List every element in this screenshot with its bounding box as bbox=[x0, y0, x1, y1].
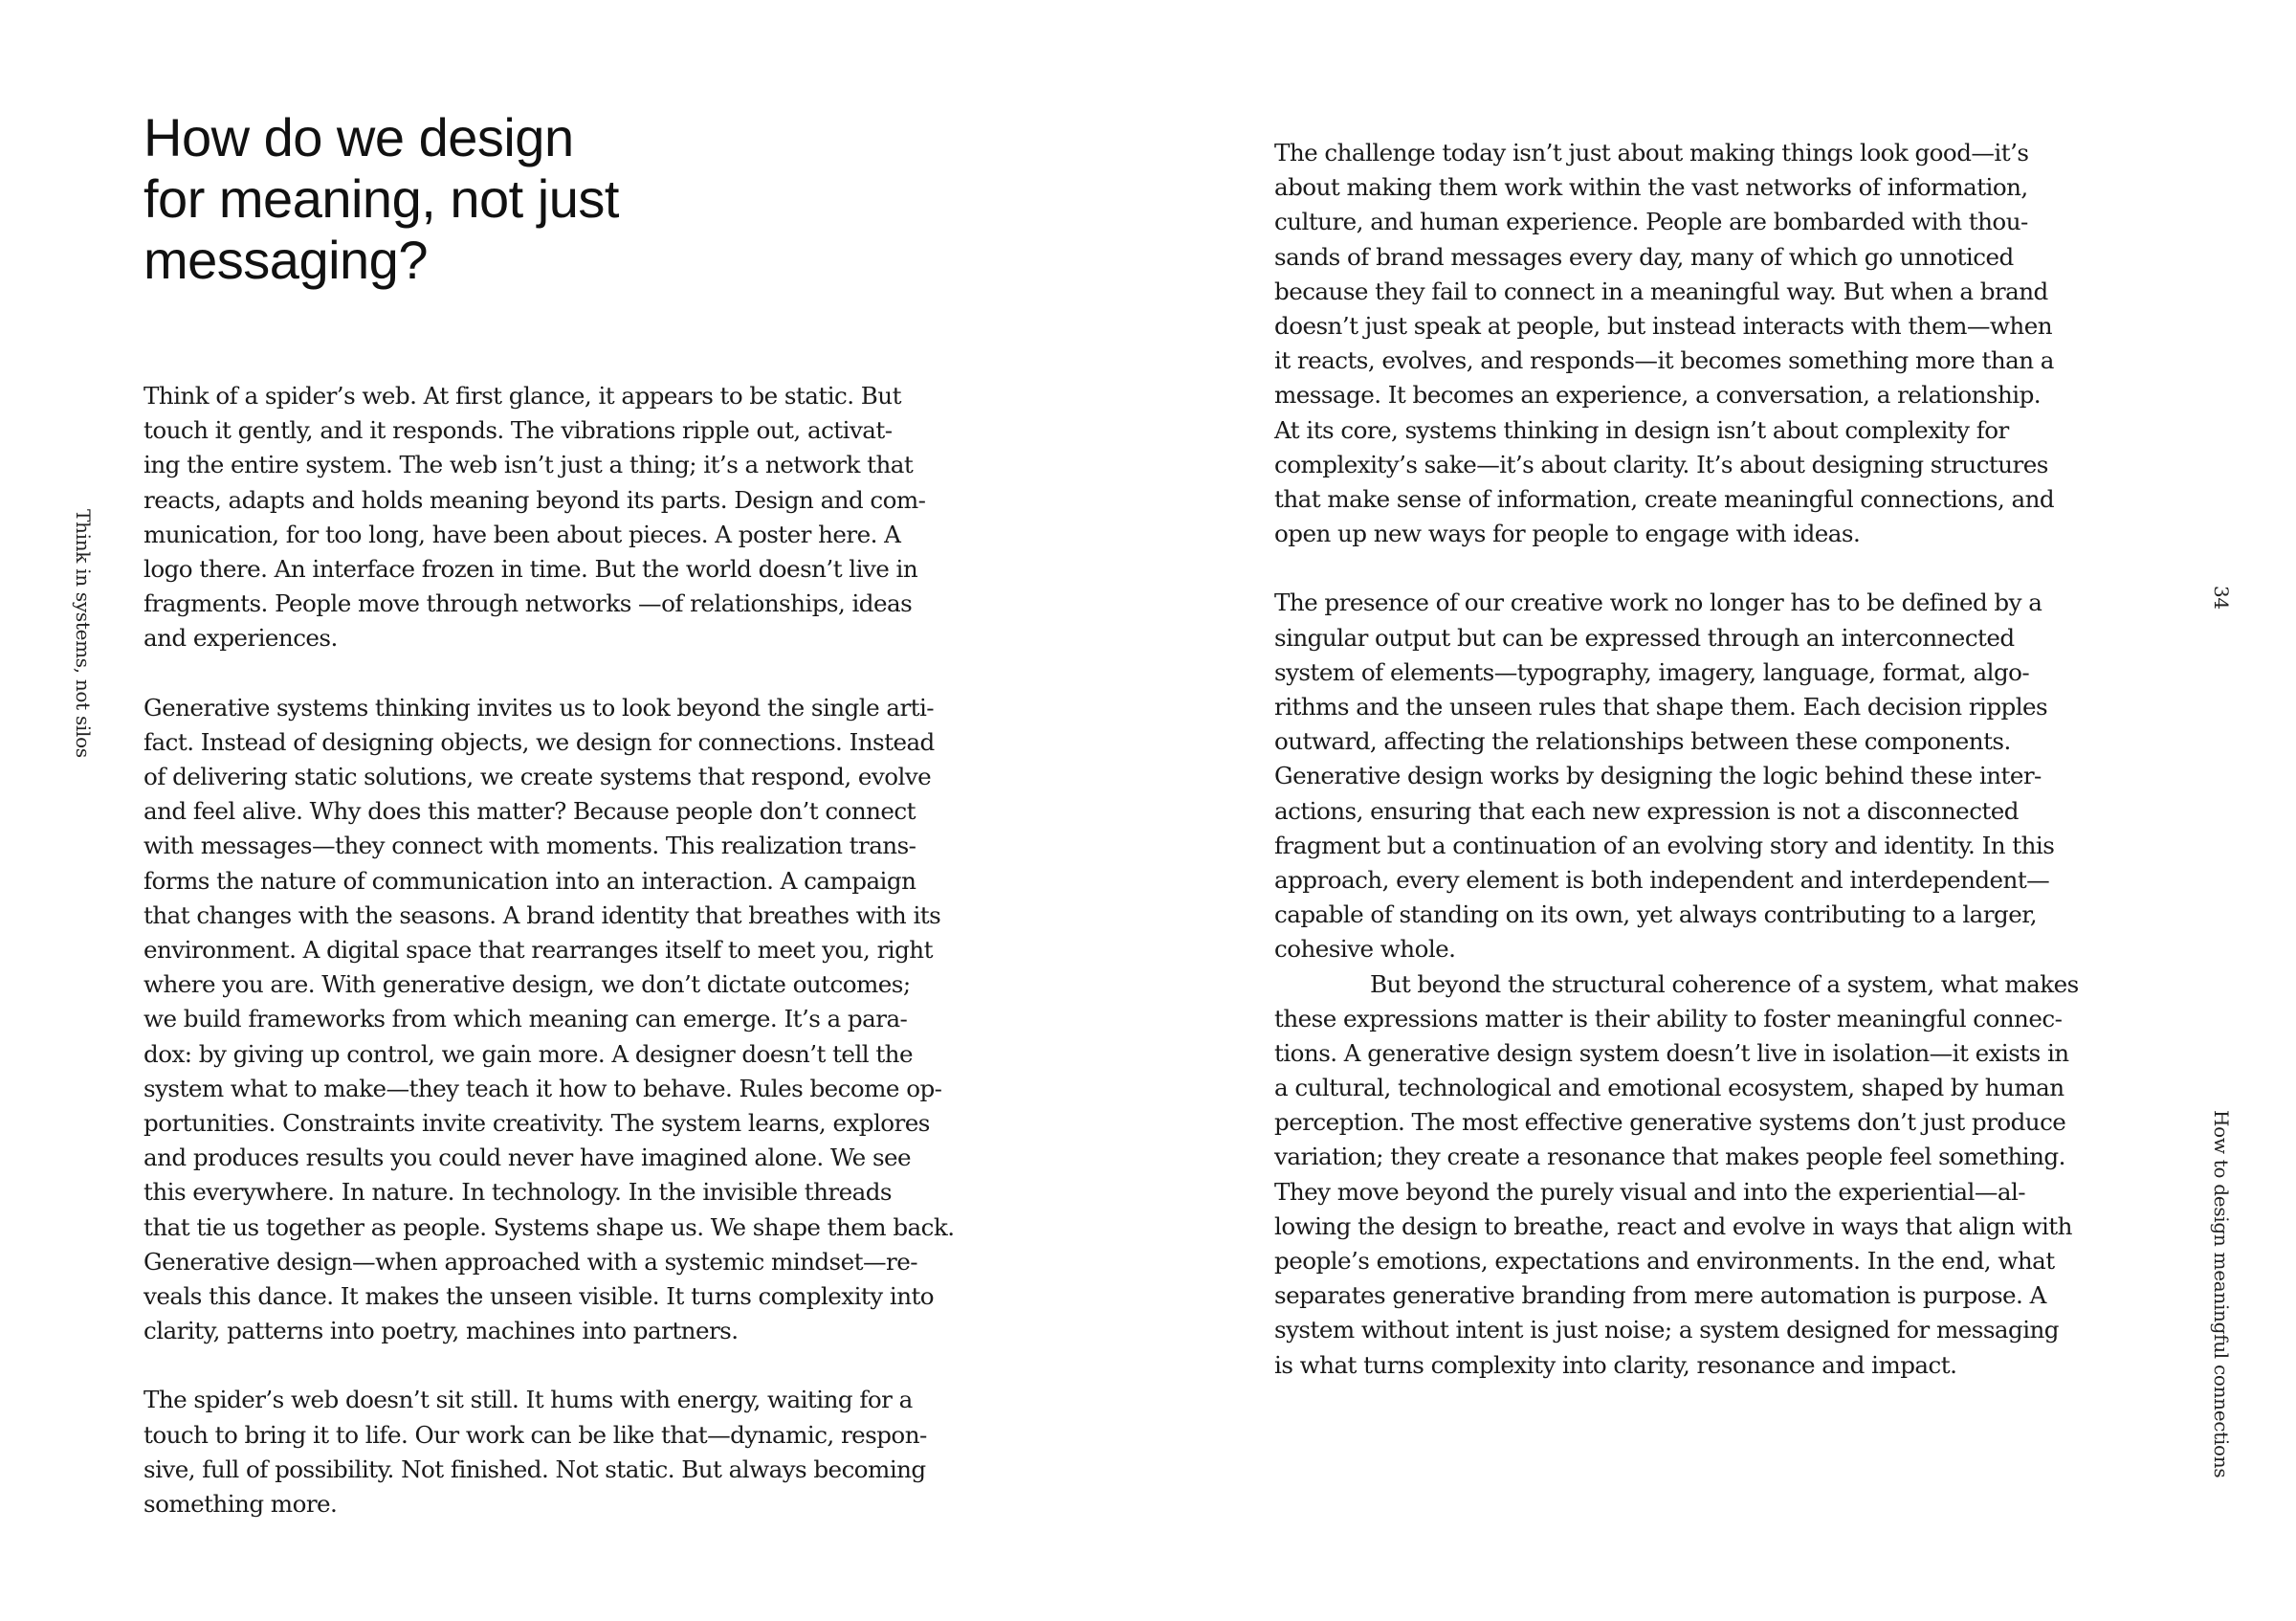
text-line: Think of a spider’s web. At first glance, it appears to be static. But bbox=[144, 382, 901, 410]
text-line: and experiences. bbox=[144, 624, 338, 653]
text-line: that changes with the seasons. A brand identity that breathes with its bbox=[144, 900, 941, 929]
text-line: approach, every element is both independent and interdependent— bbox=[1274, 865, 2050, 894]
text-line: outward, affecting the relationships between these components. bbox=[1274, 727, 2011, 756]
text-line: message. It becomes an experience, a conversation, a relationship. bbox=[1274, 381, 2042, 410]
text-line: fragment but a continuation of an evolving story and identity. In this bbox=[1274, 831, 2055, 859]
right-running-head: How to design meaningful connections bbox=[2210, 1110, 2233, 1478]
heading-line: messaging? bbox=[144, 230, 428, 290]
text-line: system what to make—they teach it how to behave. Rules become op- bbox=[144, 1074, 942, 1102]
text-line: munication, for too long, have been about pieces. A poster here. A bbox=[144, 520, 901, 548]
text-line: Generative design—when approached with a systemic mindset—re- bbox=[144, 1247, 917, 1276]
right-body-text bbox=[1274, 136, 2174, 1383]
text-line: and feel alive. Why does this matter? Because people don’t connect bbox=[144, 797, 916, 826]
text-line: of delivering static solutions, we create systems that respond, evolve bbox=[144, 763, 932, 791]
text-line: environment. A digital space that rearranges itself to meet you, right bbox=[144, 936, 933, 964]
text-line: Generative design works by designing the logic behind these inter- bbox=[1274, 762, 2042, 790]
text-line: The challenge today isn’t just about making things look good—it’s bbox=[1274, 139, 2029, 167]
text-line: where you are. With generative design, we don’t dictate outcomes; bbox=[144, 970, 911, 999]
text-line: with messages—they connect with moments. This realization trans- bbox=[144, 832, 916, 860]
heading-line: How do we design bbox=[144, 107, 574, 167]
text-line: because they fail to connect in a meaningful way. But when a brand bbox=[1274, 277, 2048, 305]
text-line: reacts, adapts and holds meaning beyond its parts. Design and com- bbox=[144, 485, 926, 514]
text-line: The spider’s web doesn’t sit still. It hums with energy, waiting for a bbox=[144, 1386, 913, 1414]
text-line: ing the entire system. The web isn’t just a thing; it’s a network that bbox=[144, 451, 914, 479]
text-line: and produces results you could never have imagined alone. We see bbox=[144, 1144, 912, 1172]
text-line: capable of standing on its own, yet always contributing to a larger, bbox=[1274, 900, 2037, 929]
text-line: They move beyond the purely visual and into the experiential—al- bbox=[1274, 1177, 2026, 1206]
text-line: actions, ensuring that each new expression is not a disconnected bbox=[1274, 796, 2019, 825]
text-line: touch it gently, and it responds. The vibrations ripple out, activat- bbox=[144, 416, 893, 445]
page-heading bbox=[144, 107, 737, 291]
text-line: lowing the design to breathe, react and evolve in ways that align with bbox=[1274, 1211, 2072, 1240]
text-line: it reacts, evolves, and responds—it becomes something more than a bbox=[1274, 346, 2054, 375]
text-line: Generative systems thinking invites us to look beyond the single arti- bbox=[144, 693, 935, 722]
text-line: rithms and the unseen rules that shape them. Each decision ripples bbox=[1274, 693, 2048, 721]
text-line: fact. Instead of designing objects, we design for connections. Instead bbox=[144, 727, 935, 756]
text-line: culture, and human experience. People are bombarded with thou- bbox=[1274, 208, 2028, 236]
paragraph-gap bbox=[144, 1348, 1043, 1383]
heading-line: for meaning, not just bbox=[144, 168, 619, 229]
text-line: portunities. Constraints invite creativity. The system learns, explores bbox=[144, 1108, 930, 1137]
text-line: cohesive whole. bbox=[1274, 935, 1456, 964]
text-line: that tie us together as people. Systems shape us. We shape them back. bbox=[144, 1212, 955, 1241]
text-line: system without intent is just noise; a system designed for messaging bbox=[1274, 1316, 2059, 1344]
text-line: sive, full of possibility. Not finished. Not static. But always becoming bbox=[144, 1454, 926, 1483]
left-running-head: Think in systems, not silos bbox=[72, 509, 95, 758]
text-line: system of elements—typography, imagery, language, format, algo- bbox=[1274, 657, 2030, 686]
text-line: The presence of our creative work no longer has to be defined by a bbox=[1274, 588, 2042, 617]
text-line: tions. A generative design system doesn’t live in isolation—it exists in bbox=[1274, 1038, 2069, 1067]
text-line: separates generative branding from mere automation is purpose. A bbox=[1274, 1281, 2046, 1310]
text-line: that make sense of information, create meaningful connections, and bbox=[1274, 484, 2055, 513]
text-line: fragments. People move through networks —of relationships, ideas bbox=[144, 589, 913, 618]
text-line: open up new ways for people to engage with ideas. bbox=[1274, 520, 1861, 548]
text-line: touch to bring it to life. Our work can be like that—dynamic, respon- bbox=[144, 1420, 927, 1449]
text-line: a cultural, technological and emotional ecosystem, shaped by human bbox=[1274, 1074, 2064, 1102]
text-line: doesn’t just speak at people, but instead interacts with them—when bbox=[1274, 311, 2053, 340]
text-line: these expressions matter is their ability to foster meaningful connec- bbox=[1274, 1004, 2063, 1033]
text-line: this everywhere. In nature. In technology. In the invisible threads bbox=[144, 1178, 892, 1207]
text-line: veals this dance. It makes the unseen visible. It turns complexity into bbox=[144, 1281, 935, 1310]
text-line: forms the nature of communication into an interaction. A campaign bbox=[144, 866, 916, 895]
text-line: logo there. An interface frozen in time. But the world doesn’t live in bbox=[144, 554, 918, 583]
text-line: clarity, patterns into poetry, machines into partners. bbox=[144, 1317, 739, 1345]
text-line: complexity’s sake—it’s about clarity. It’s about designing structures bbox=[1274, 450, 2048, 478]
paragraph-gap bbox=[144, 656, 1043, 691]
text-line: variation; they create a resonance that makes people feel something. bbox=[1274, 1143, 2065, 1171]
text-line: people’s emotions, expectations and environments. In the end, what bbox=[1274, 1247, 2055, 1275]
text-line: is what turns complexity into clarity, resonance and impact. bbox=[1274, 1350, 1957, 1379]
text-line: sands of brand messages every day, many of which go unnoticed bbox=[1274, 242, 2014, 271]
text-line: we build frameworks from which meaning can emerge. It’s a para- bbox=[144, 1005, 908, 1033]
text-line: perception. The most effective generative systems don’t just produce bbox=[1274, 1108, 2066, 1137]
text-line: dox: by giving up control, we gain more. A designer doesn’t tell the bbox=[144, 1039, 913, 1068]
paragraph-gap bbox=[1274, 551, 2174, 586]
text-line: about making them work within the vast networks of information, bbox=[1274, 173, 2028, 202]
left-body-text bbox=[144, 379, 1043, 1521]
text-line: something more. bbox=[144, 1490, 338, 1518]
page-number: 34 bbox=[2210, 586, 2233, 610]
text-line: singular output but can be expressed through an interconnected bbox=[1274, 623, 2015, 652]
text-line: But beyond the structural coherence of a system, what makes bbox=[1370, 969, 2079, 998]
text-line: At its core, systems thinking in design isn’t about complexity for bbox=[1274, 415, 2009, 444]
